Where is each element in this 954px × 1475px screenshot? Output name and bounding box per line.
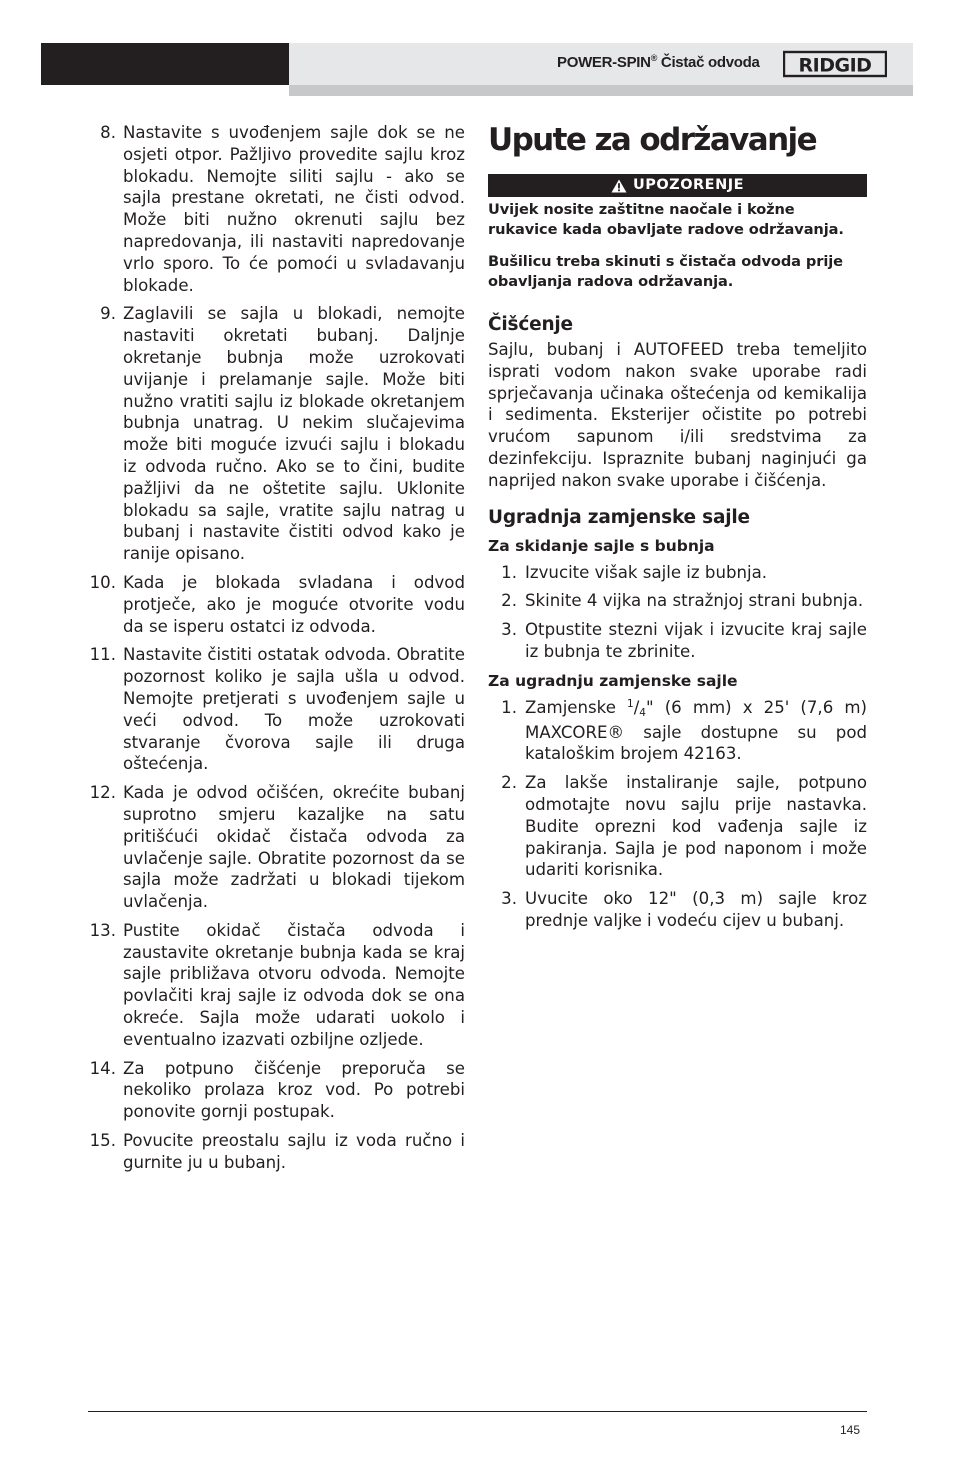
header-black-bar bbox=[41, 43, 289, 85]
procedure-steps bbox=[88, 122, 465, 1174]
fraction-denominator: 4 bbox=[639, 706, 646, 719]
step-number: 11. bbox=[89, 645, 116, 665]
warning-text-goggles: Uvijek nosite zaštitne naočale i kožne rukavice kada obavljate radove održavanja. bbox=[488, 201, 844, 238]
step-number: 13. bbox=[89, 920, 116, 940]
list-item bbox=[488, 619, 867, 663]
list-item bbox=[88, 1058, 465, 1123]
step-number: 15. bbox=[89, 1131, 116, 1151]
installation-steps bbox=[488, 697, 867, 932]
step-number: 3. bbox=[501, 889, 517, 909]
step-text: Uvucite oko 12" (0,3 m) sajle kroz prednje valjke i vodeću cijev u bubanj. bbox=[525, 889, 867, 930]
footer-rule bbox=[88, 1411, 867, 1412]
warning-triangle-icon bbox=[611, 179, 627, 193]
page-number: 145 bbox=[840, 1423, 861, 1437]
step-text: Za potpuno čišćenje preporuča se nekoliko prolaza kroz vod. Po potrebi ponovite gornji postupak. bbox=[123, 1058, 465, 1122]
list-item bbox=[88, 572, 465, 637]
list-item bbox=[88, 122, 465, 296]
page-title: Upute za održavanje bbox=[488, 122, 817, 158]
product-name: POWER-SPIN bbox=[557, 54, 651, 71]
brand-text: RIDGID bbox=[798, 54, 872, 77]
installation-subheading: Za ugradnju zamjenske sajle bbox=[488, 671, 738, 690]
list-item bbox=[88, 644, 465, 775]
step-text: Skinite 4 vijka na stražnjoj strani bubnja. bbox=[525, 591, 864, 611]
cleaning-heading: Čišćenje bbox=[488, 314, 573, 335]
list-item bbox=[488, 590, 867, 612]
list-item bbox=[88, 782, 465, 913]
step-number: 10. bbox=[89, 572, 116, 592]
list-item bbox=[488, 772, 867, 881]
header-gray-underline bbox=[289, 85, 913, 96]
step-number: 1. bbox=[501, 562, 517, 582]
list-item bbox=[488, 888, 867, 932]
step-text: Zaglavili se sajla u blokadi, nemojte nastaviti okretati bubanj. Daljnje okretanje bubnja može uzrokovati uvijanje i prelamanje sajle. Može biti nužno vratiti sajlu iz blokade okretanjem bubnja unatrag. U nekim slučajevima može biti moguće izvući sajlu i blokadu iz odvoda ručno. Ako se to čini, budite pažljivi da ne oštetite sajlu. Uklonite blokadu sa sajle, vratite sajlu natrag u bubanj i nastavite čistiti odvod kako je ranije opisano. bbox=[123, 304, 465, 564]
right-column bbox=[488, 122, 867, 939]
step-number: 2. bbox=[501, 773, 517, 793]
list-item bbox=[488, 697, 867, 765]
step-text: Nastavite s uvođenjem sajle dok se ne osjeti otpor. Pažljivo provedite sajlu kroz blokadu. Nemojte siliti sajlu - ako se sajla prestane okretati, ne čisti odvod. Može biti nužno okrenuti sajlu bez napredovanja, ili nastaviti napredovanje vrlo sporo. To će pomoći u svladavanju blokade. bbox=[123, 123, 465, 295]
ridgid-logo bbox=[783, 50, 887, 78]
removal-steps bbox=[488, 562, 867, 663]
step-number: 1. bbox=[501, 697, 517, 717]
step-number: 12. bbox=[89, 783, 116, 803]
list-item bbox=[88, 303, 465, 565]
header-title bbox=[557, 54, 760, 71]
step-text: Otpustite stezni vijak i izvucite kraj sajle iz bubnja te zbrinite. bbox=[525, 620, 867, 661]
page-header bbox=[41, 43, 913, 98]
registered-mark: ® bbox=[650, 53, 658, 63]
step-number: 3. bbox=[501, 620, 517, 640]
warning-label: UPOZORENJE bbox=[632, 176, 745, 193]
step-text: Izvucite višak sajle iz bubnja. bbox=[525, 562, 768, 582]
product-subtitle: Čistač odvoda bbox=[660, 54, 760, 71]
cable-replacement-heading: Ugradnja zamjenske sajle bbox=[488, 506, 750, 528]
step-text: Kada je odvod očišćen, okrećite bubanj suprotno smjeru kazaljke na satu pritišćući okidač čistača odvoda za uvlačenje sajle. Obratite pozornost da se sajla može zadržati u blokadi tijekom uvlačenja. bbox=[123, 783, 465, 912]
step-text-prefix: Zamjenske bbox=[525, 697, 628, 717]
step-number: 8. bbox=[100, 123, 116, 142]
step-number: 14. bbox=[89, 1058, 116, 1078]
left-column bbox=[88, 122, 465, 1181]
fraction-slash: / bbox=[633, 697, 640, 717]
step-number: 9. bbox=[100, 304, 116, 324]
warning-banner bbox=[488, 174, 867, 197]
list-item bbox=[88, 1130, 465, 1174]
fraction-numerator: 1 bbox=[627, 697, 634, 710]
list-item bbox=[88, 920, 465, 1051]
step-text-suffix: " (6 mm) x 25' (7,6 m) MAXCORE® sajle dostupne su pod kataloškim brojem 42163. bbox=[525, 697, 867, 764]
step-text: Kada je blokada svladana i odvod protječe, ako je moguće otvorite vodu da se isperu ostatci iz odvoda. bbox=[123, 572, 465, 636]
removal-subheading: Za skidanje sajle s bubnja bbox=[488, 536, 715, 555]
list-item bbox=[488, 562, 867, 584]
warning-text-drill: Bušilicu treba skinuti s čistača odvoda prije obavljanja radova održavanja. bbox=[488, 253, 843, 290]
step-number: 2. bbox=[501, 591, 517, 611]
step-text: Pustite okidač čistača odvoda i zaustavite okretanje bubnja kada se kraj sajle približava otvoru odvoda. Nemojte povlačiti kraj sajle iz odvoda dok se ona okreće. Sajla može udarati uokolo i eventualno izazvati ozbiljne ozljede. bbox=[123, 920, 465, 1049]
cleaning-text: Sajlu, bubanj i AUTOFEED treba temeljito isprati vodom nakon svake uporabe radi sprječavanja učinaka oštećenja od kemikalija i sedimenta. Eksterijer očistite po potrebi vrućom sapunom i/ili sredstvima za dezinfekciju. Ispraznite bubanj naginjući ga naprijed nakon svake uporabe i čišćenja. bbox=[488, 340, 867, 490]
step-text: Nastavite čistiti ostatak odvoda. Obratite pozornost koliko je sajla ušla u odvod. Nemojte pretjerati s uvođenjem sajle u veći odvod. To može uzrokovati stvaranje čvorova sajle ili druga oštećenja. bbox=[123, 645, 465, 774]
step-text: Za lakše instaliranje sajle, potpuno odmotajte novu sajlu prije nastavka. Budite oprezni kod vađenja sajle iz pakiranja. Sajla je pod naponom i može udariti korisnika. bbox=[525, 773, 867, 880]
step-text: Povucite preostalu sajlu iz voda ručno i gurnite ju u bubanj. bbox=[123, 1131, 465, 1172]
